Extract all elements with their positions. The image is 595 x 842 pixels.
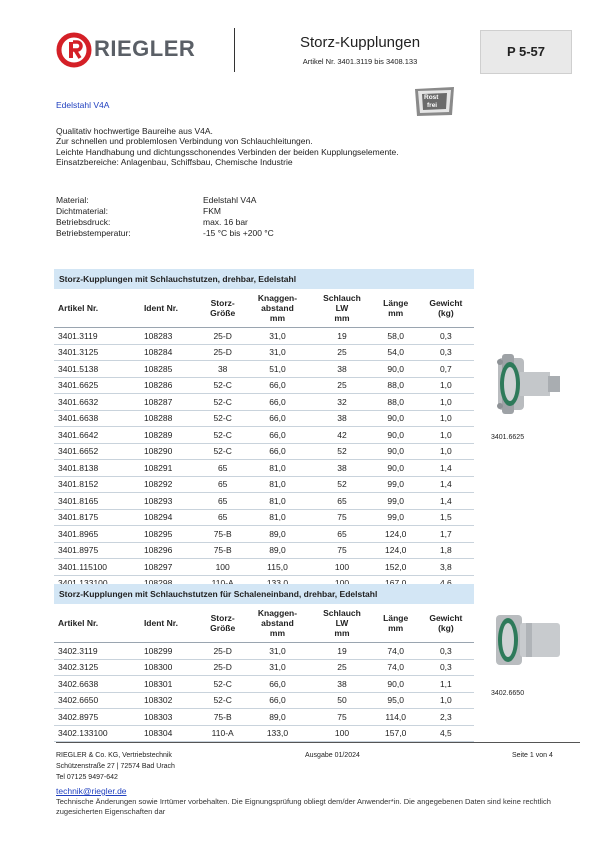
- table-cell: 114,0: [374, 709, 418, 726]
- table-cell: 52-C: [201, 692, 245, 709]
- column-header: Ident Nr.: [140, 604, 201, 643]
- table-cell: 75: [310, 509, 373, 526]
- table-cell: 3402.6638: [54, 676, 140, 693]
- table-cell: 52: [310, 443, 373, 460]
- description-line: Zur schnellen und problemlosen Verbindung von Schlauchleitungen.: [56, 136, 313, 147]
- footer-edition: Ausgabe 01/2024: [305, 752, 360, 759]
- table-cell: 25: [310, 659, 373, 676]
- table-cell: 3402.3119: [54, 643, 140, 660]
- table-cell: 152,0: [374, 559, 418, 576]
- table-row: [54, 410, 474, 427]
- table-cell: 133,0: [245, 725, 311, 742]
- table-cell: 25-D: [201, 659, 245, 676]
- table-cell: 38: [310, 410, 373, 427]
- table-cell: 1,4: [418, 460, 474, 477]
- table-cell: 58,0: [374, 328, 418, 345]
- table-cell: 3401.6652: [54, 443, 140, 460]
- table-cell: 2,3: [418, 709, 474, 726]
- table-cell: 157,0: [374, 725, 418, 742]
- table-cell: 89,0: [245, 542, 311, 559]
- table-row: [54, 377, 474, 394]
- table-cell: 0,3: [418, 659, 474, 676]
- footer-company: RIEGLER & Co. KG, Vertriebstechnik: [56, 752, 172, 759]
- table-cell: 51,0: [245, 361, 311, 378]
- table-cell: 32: [310, 394, 373, 411]
- table-cell: 3401.8965: [54, 526, 140, 543]
- spec-value: max. 16 bar: [203, 217, 248, 227]
- table-cell: 108289: [140, 427, 201, 444]
- product-image-1: [490, 350, 570, 425]
- table-cell: 0,3: [418, 328, 474, 345]
- column-header: Schlauch LW mm: [310, 289, 373, 328]
- article-range: Artikel Nr. 3401.3119 bis 3408.133: [302, 57, 418, 66]
- table-cell: 108283: [140, 328, 201, 345]
- spec-label: Material:: [56, 195, 89, 205]
- table-cell: 1,0: [418, 410, 474, 427]
- table-cell: 90,0: [374, 427, 418, 444]
- table2-body: [54, 643, 474, 742]
- table-cell: 108291: [140, 460, 201, 477]
- rostfrei-badge: [412, 85, 457, 118]
- spec-value: -15 °C bis +200 °C: [203, 228, 274, 238]
- table-cell: 99,0: [374, 493, 418, 510]
- table-cell: 66,0: [245, 377, 311, 394]
- table-cell: 3401.115100: [54, 559, 140, 576]
- table-cell: 100: [201, 559, 245, 576]
- table-cell: 3401.5138: [54, 361, 140, 378]
- table-row: [54, 460, 474, 477]
- table-cell: 4,5: [418, 725, 474, 742]
- table-cell: 108285: [140, 361, 201, 378]
- table-cell: 108294: [140, 509, 201, 526]
- column-header: Storz- Größe: [201, 604, 245, 643]
- table-cell: 99,0: [374, 476, 418, 493]
- table-cell: 108295: [140, 526, 201, 543]
- description-line: Einsatzbereiche: Anlagenbau, Schiffsbau, Chemische Industrie: [56, 156, 293, 167]
- table-cell: 66,0: [245, 410, 311, 427]
- table-cell: 81,0: [245, 460, 311, 477]
- table-cell: 0,3: [418, 344, 474, 361]
- table-cell: 66,0: [245, 394, 311, 411]
- footer-page: Seite 1 von 4: [512, 752, 553, 759]
- table-cell: 124,0: [374, 526, 418, 543]
- table-cell: 108296: [140, 542, 201, 559]
- table-cell: 108302: [140, 692, 201, 709]
- table-cell: 1,0: [418, 427, 474, 444]
- table-cell: 74,0: [374, 659, 418, 676]
- table-cell: 38: [310, 460, 373, 477]
- table-cell: 75-B: [201, 709, 245, 726]
- coupling-image-icon: [490, 605, 570, 675]
- table-cell: 31,0: [245, 328, 311, 345]
- table-cell: 89,0: [245, 526, 311, 543]
- table-cell: 1,1: [418, 676, 474, 693]
- page-number: P 5-57: [480, 30, 572, 74]
- table-cell: 3402.8975: [54, 709, 140, 726]
- table-cell: 108300: [140, 659, 201, 676]
- table-cell: 3401.8138: [54, 460, 140, 477]
- table-cell: 50: [310, 692, 373, 709]
- table-cell: 75-B: [201, 526, 245, 543]
- table-cell: 0,3: [418, 643, 474, 660]
- table-cell: 1,5: [418, 509, 474, 526]
- table-cell: 3402.3125: [54, 659, 140, 676]
- table-cell: 88,0: [374, 394, 418, 411]
- table-cell: 89,0: [245, 709, 311, 726]
- table-cell: 3401.6642: [54, 427, 140, 444]
- material-title: Edelstahl V4A: [56, 100, 110, 110]
- footer-phone: Tel 07125 9497-642: [56, 774, 118, 781]
- table-cell: 1,0: [418, 377, 474, 394]
- table1-caption: Storz-Kupplungen mit Schlauchstutzen, drehbar, Edelstahl: [54, 269, 474, 289]
- column-header: Knaggen- abstand mm: [245, 289, 311, 328]
- spec-values: [203, 195, 274, 239]
- table-cell: 65: [310, 526, 373, 543]
- table-cell: 110-A: [201, 725, 245, 742]
- table-row: [54, 559, 474, 576]
- table-cell: 115,0: [245, 559, 311, 576]
- table-cell: 100: [310, 559, 373, 576]
- column-header: Gewicht (kg): [418, 604, 474, 643]
- riegler-logo-icon: [56, 32, 92, 68]
- table-cell: 108284: [140, 344, 201, 361]
- table-row: [54, 676, 474, 693]
- badge-text-2: frei: [427, 102, 438, 109]
- table-row: [54, 692, 474, 709]
- table-cell: 25-D: [201, 643, 245, 660]
- table1-header-row: [54, 289, 474, 328]
- badge-text-1: Rost: [424, 94, 439, 101]
- column-header: Artikel Nr.: [54, 289, 140, 328]
- table-cell: 38: [310, 361, 373, 378]
- table-cell: 65: [201, 476, 245, 493]
- table-cell: 66,0: [245, 692, 311, 709]
- table-cell: 3401.6625: [54, 377, 140, 394]
- table-cell: 88,0: [374, 377, 418, 394]
- table-cell: 25-D: [201, 328, 245, 345]
- table-cell: 3401.8165: [54, 493, 140, 510]
- table1: [54, 289, 474, 592]
- table-cell: 66,0: [245, 427, 311, 444]
- table-cell: 19: [310, 328, 373, 345]
- table-row: [54, 526, 474, 543]
- spec-value: FKM: [203, 206, 221, 216]
- email-link[interactable]: technik@riegler.de: [56, 786, 127, 796]
- brand-name: RIEGLER: [94, 36, 196, 61]
- spec-labels: [56, 195, 131, 239]
- table-cell: 1,0: [418, 394, 474, 411]
- table-cell: 99,0: [374, 509, 418, 526]
- table-row: [54, 427, 474, 444]
- column-header: Länge mm: [374, 604, 418, 643]
- column-header: Gewicht (kg): [418, 289, 474, 328]
- table-cell: 108286: [140, 377, 201, 394]
- table-cell: 108301: [140, 676, 201, 693]
- column-header: Knaggen- abstand mm: [245, 604, 311, 643]
- table-cell: 108297: [140, 559, 201, 576]
- description-line: Qualitativ hochwertige Baureihe aus V4A.: [56, 126, 213, 136]
- footer-divider: [56, 742, 580, 743]
- page-title: Storz-Kupplungen: [299, 34, 421, 51]
- table-row: [54, 643, 474, 660]
- header-divider: [234, 28, 235, 72]
- table-cell: 54,0: [374, 344, 418, 361]
- column-header: Länge mm: [374, 289, 418, 328]
- description: [56, 126, 399, 167]
- table-cell: 108299: [140, 643, 201, 660]
- table-cell: 52-C: [201, 676, 245, 693]
- spec-label: Betriebsdruck:: [56, 217, 111, 227]
- table-cell: 108290: [140, 443, 201, 460]
- spec-value: Edelstahl V4A: [203, 195, 257, 205]
- table-cell: 52-C: [201, 377, 245, 394]
- table-cell: 3401.8152: [54, 476, 140, 493]
- table-cell: 81,0: [245, 493, 311, 510]
- table-cell: 66,0: [245, 443, 311, 460]
- table-cell: 52: [310, 476, 373, 493]
- table-cell: 75: [310, 709, 373, 726]
- table-cell: 65: [310, 493, 373, 510]
- table-cell: 1,7: [418, 526, 474, 543]
- table-cell: 65: [201, 509, 245, 526]
- table-row: [54, 344, 474, 361]
- table-cell: 81,0: [245, 476, 311, 493]
- table-cell: 3401.3119: [54, 328, 140, 345]
- table-cell: 31,0: [245, 659, 311, 676]
- disclaimer: Technische Änderungen sowie Irrtümer vorbehalten. Die Eignungsprüfung obliegt dem/der Anwender*in. Die angegebenen Daten sind keine rechtlich zugesicherten Eigenschaften dar: [56, 797, 551, 816]
- table-row: [54, 725, 474, 742]
- table-cell: 52-C: [201, 394, 245, 411]
- table-row: [54, 493, 474, 510]
- description-line: Leichte Handhabung und dichtungsschonendes Verbinden der beiden Kupplungselemente.: [56, 146, 399, 157]
- column-header: Artikel Nr.: [54, 604, 140, 643]
- table-cell: 31,0: [245, 643, 311, 660]
- spec-label: Betriebstemperatur:: [56, 228, 131, 238]
- table-cell: 25: [310, 344, 373, 361]
- coupling-image-icon: [490, 350, 570, 420]
- spec-label: Dichtmaterial:: [56, 206, 108, 216]
- table-row: [54, 509, 474, 526]
- table-cell: 3401.6638: [54, 410, 140, 427]
- table-row: [54, 443, 474, 460]
- table-cell: 100: [310, 725, 373, 742]
- table-cell: 1,4: [418, 493, 474, 510]
- image-label-2: 3402.6650: [491, 690, 525, 697]
- table-cell: 52-C: [201, 427, 245, 444]
- table-cell: 90,0: [374, 361, 418, 378]
- table-cell: 90,0: [374, 460, 418, 477]
- table-cell: 75: [310, 542, 373, 559]
- table-cell: 108292: [140, 476, 201, 493]
- column-header: Schlauch LW mm: [310, 604, 373, 643]
- table-cell: 1,0: [418, 692, 474, 709]
- table-cell: 74,0: [374, 643, 418, 660]
- image-label-1: 3401.6625: [491, 434, 525, 441]
- table-cell: 42: [310, 427, 373, 444]
- table1-body: [54, 328, 474, 592]
- table-cell: 124,0: [374, 542, 418, 559]
- table-cell: 66,0: [245, 676, 311, 693]
- footer-address: Schützenstraße 27 | 72574 Bad Urach: [56, 763, 175, 770]
- table-cell: 65: [201, 493, 245, 510]
- table-cell: 3401.8975: [54, 542, 140, 559]
- table-cell: 0,7: [418, 361, 474, 378]
- table-cell: 31,0: [245, 344, 311, 361]
- table-cell: 3401.3125: [54, 344, 140, 361]
- table-cell: 3401.6632: [54, 394, 140, 411]
- table-cell: 3401.8175: [54, 509, 140, 526]
- table-cell: 1,4: [418, 476, 474, 493]
- table-row: [54, 394, 474, 411]
- table-cell: 65: [201, 460, 245, 477]
- table-cell: 19: [310, 643, 373, 660]
- table2-header-row: [54, 604, 474, 643]
- table-cell: 3,8: [418, 559, 474, 576]
- product-image-2: [490, 605, 570, 680]
- table-cell: 38: [201, 361, 245, 378]
- column-header: Ident Nr.: [140, 289, 201, 328]
- table-row: [54, 709, 474, 726]
- table-cell: 25: [310, 377, 373, 394]
- table-cell: 108287: [140, 394, 201, 411]
- table-row: [54, 328, 474, 345]
- table-cell: 1,8: [418, 542, 474, 559]
- table-cell: 90,0: [374, 410, 418, 427]
- table-cell: 90,0: [374, 676, 418, 693]
- column-header: Storz- Größe: [201, 289, 245, 328]
- table-cell: 95,0: [374, 692, 418, 709]
- table-cell: 108288: [140, 410, 201, 427]
- table-cell: 38: [310, 676, 373, 693]
- table-cell: 1,0: [418, 443, 474, 460]
- table-cell: 108303: [140, 709, 201, 726]
- table-cell: 108304: [140, 725, 201, 742]
- table-cell: 75-B: [201, 542, 245, 559]
- table2: [54, 604, 474, 742]
- table2-caption: Storz-Kupplungen mit Schlauchstutzen für Schaleneinband, drehbar, Edelstahl: [54, 584, 474, 604]
- table-cell: 52-C: [201, 443, 245, 460]
- table-row: [54, 542, 474, 559]
- table-cell: 81,0: [245, 509, 311, 526]
- table-cell: 90,0: [374, 443, 418, 460]
- table-row: [54, 659, 474, 676]
- table-cell: 108293: [140, 493, 201, 510]
- table-cell: 52-C: [201, 410, 245, 427]
- table-cell: 3402.133100: [54, 725, 140, 742]
- table-cell: 25-D: [201, 344, 245, 361]
- table-row: [54, 361, 474, 378]
- table-cell: 3402.6650: [54, 692, 140, 709]
- table-row: [54, 476, 474, 493]
